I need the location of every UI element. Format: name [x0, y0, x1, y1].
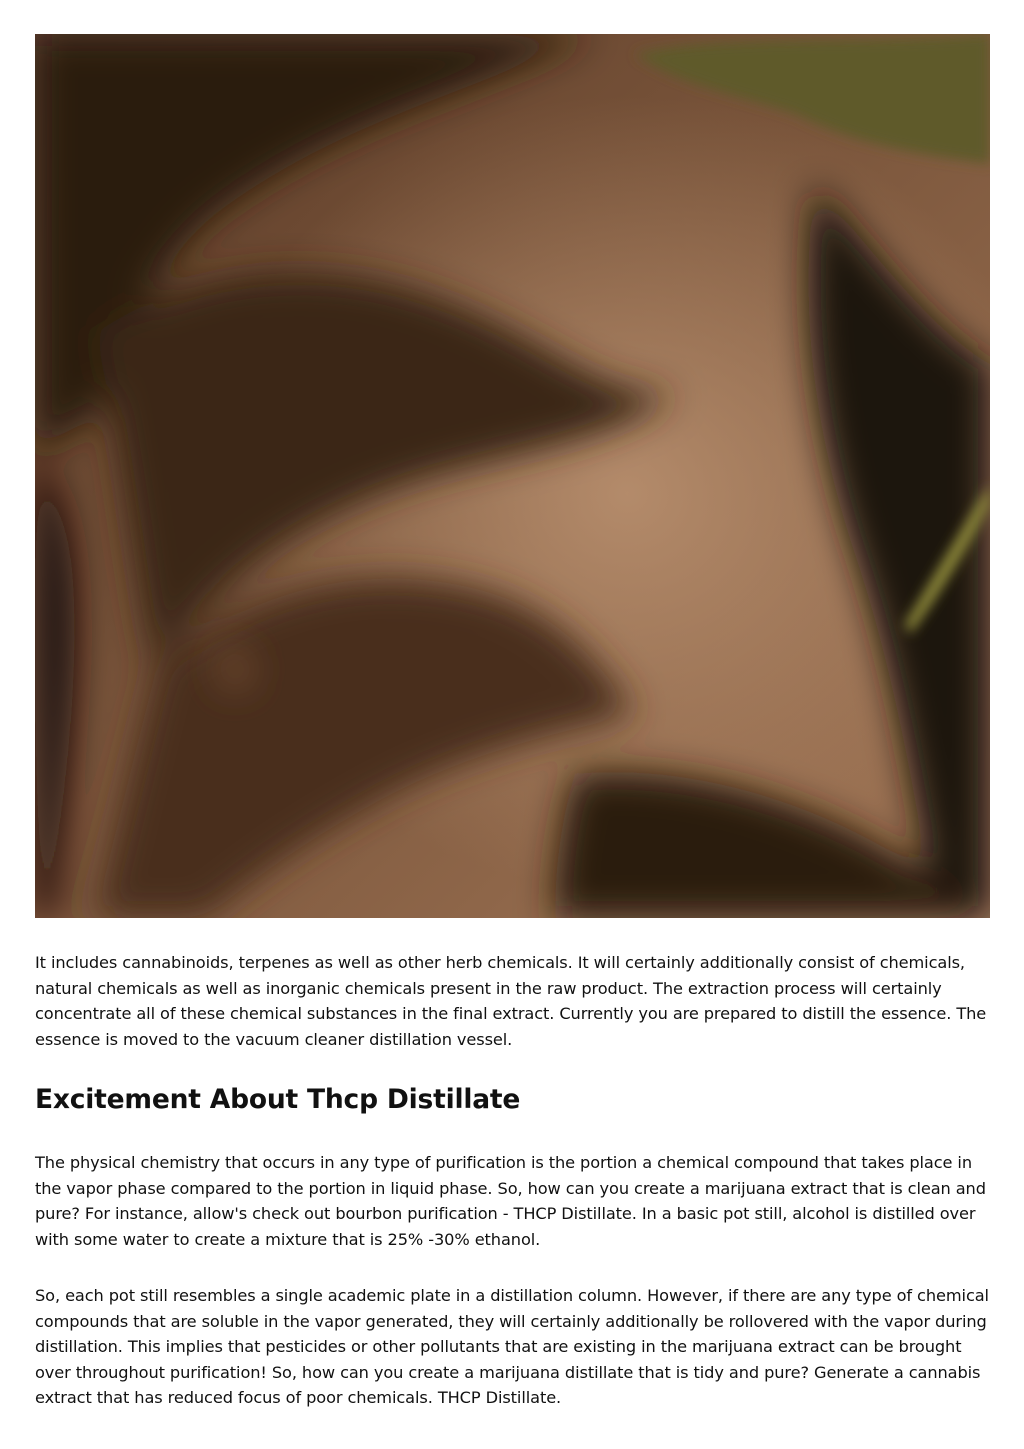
paragraph-physical-chemistry: The physical chemistry that occurs in any type of purification is the portion a chemical compound that takes place in the vapor phase compared to the portion in liquid phase. So, how can you create a marijuana extract that is clean and pure? For instance, allow's check out bourbon purification - THCP Distillate. In a basic pot still, alcohol is distilled over with some water to create a mixture that is 25% -30% ethanol.	[35, 1153, 986, 1249]
cannabis-leaf-photo-icon	[35, 34, 990, 918]
article-page	[35, 34, 990, 1407]
hero-image	[35, 34, 990, 918]
paragraph-pot-still: So, each pot still resembles a single academic plate in a distillation column. However, if there are any type of chemical compounds that are soluble in the vapor generated, they will certainly additionally be rollovered with the vapor during distillation. This implies that pesticides or other pollutants that are existing in the marijuana extract can be brought over throughout purification! So, how can you create a marijuana distillate that is tidy and pure? Generate a cannabis extract that has reduced focus of poor chemicals. THCP Distillate.	[35, 1286, 989, 1407]
section-heading: Excitement About Thcp Distillate	[35, 1084, 521, 1115]
paragraph-intro: It includes cannabinoids, terpenes as well as other herb chemicals. It will certainly additionally consist of chemicals, natural chemicals as well as inorganic chemicals present in the raw product. The extraction process will certainly concentrate all of these chemical substances in the final extract. Currently you are prepared to distill the essence. The essence is moved to the vacuum cleaner distillation vessel.	[35, 953, 987, 1049]
